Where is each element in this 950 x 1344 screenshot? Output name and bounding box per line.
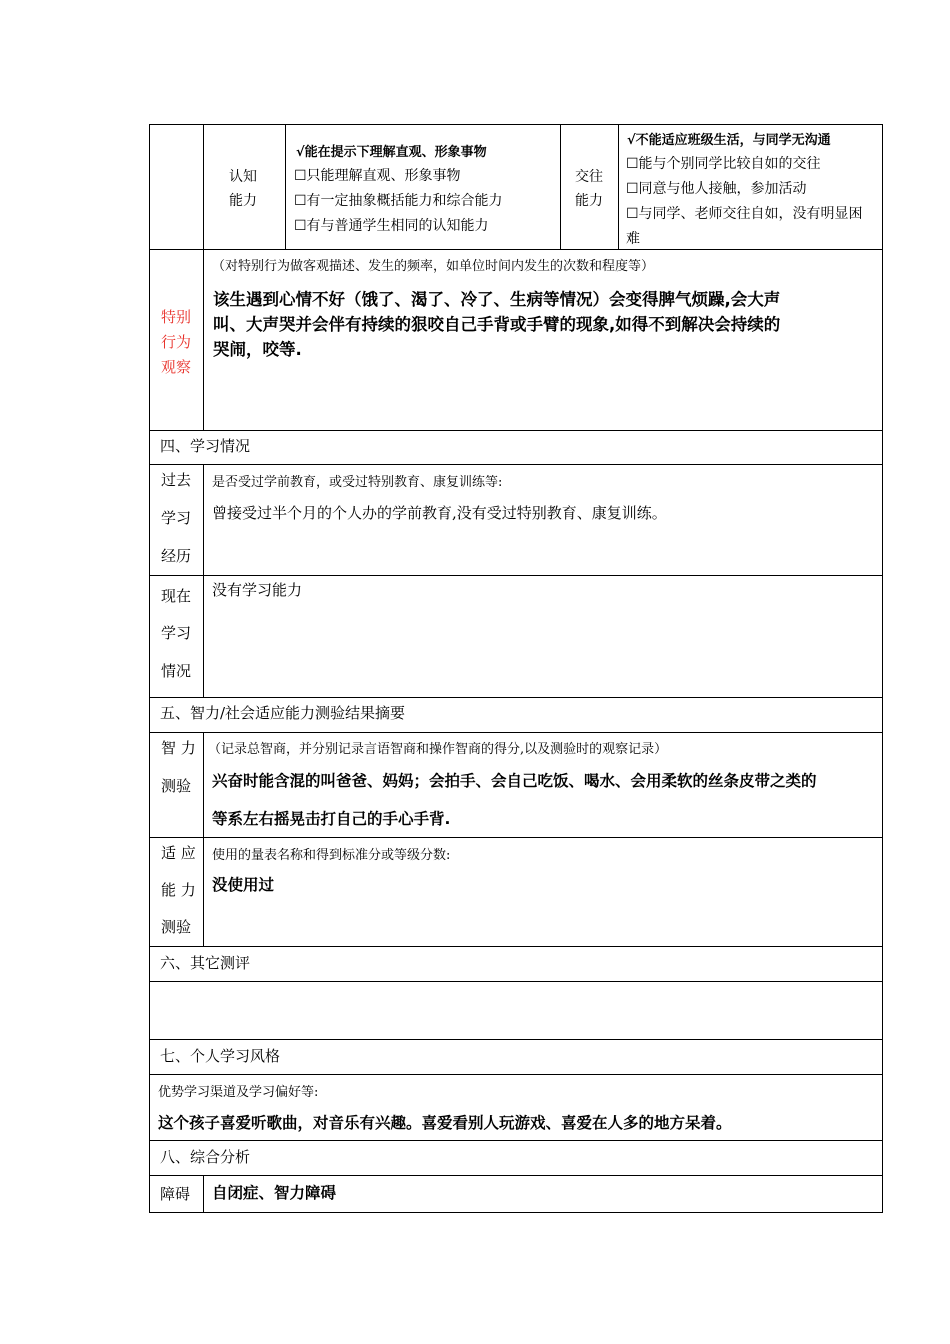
section-4-title: 四、学习情况 [160,437,251,455]
social-option: ☐同意与他人接触，参加活动 [626,181,807,197]
disability-label: 障碍 [160,1185,191,1203]
social-option: ☐能与个别同学比较自如的交往 [626,156,821,172]
iq-test-line: 等系左右摇晃击打自己的手心手背. [212,810,451,828]
other-assessment-cell [150,982,882,1039]
cognitive-label-line2: 能力 [229,193,257,209]
iq-label-line: 测验 [161,777,192,795]
special-behavior-label-line: 特别 [161,308,192,326]
cognitive-option: ☐有一定抽象概括能力和综合能力 [294,193,503,209]
section-7-title: 七、个人学习风格 [160,1047,281,1065]
social-option-continued: 难 [626,231,640,247]
past-learning-content: 曾接受过半个月的个人办的学前教育,没有受过特别教育、康复训练。 [212,504,667,522]
section-6-title: 六、其它测评 [160,954,251,972]
social-option-checked: √不能适应班级生活，与同学无沟通 [627,133,831,148]
social-option: ☐与同学、老师交往自如，没有明显困 [626,206,863,222]
current-label-line: 学习 [161,624,192,642]
social-label-line2: 能力 [575,193,603,209]
learning-style-content: 这个孩子喜爱听歌曲，对音乐有兴趣。喜爱看别人玩游戏、喜爱在人多的地方呆着。 [158,1114,732,1132]
current-label-line: 现在 [161,587,192,605]
disability-content: 自闭症、智力障碍 [212,1184,337,1202]
adaptive-label-line: 测验 [161,918,192,936]
learning-style-hint: 优势学习渠道及学习偏好等: [158,1085,319,1100]
special-behavior-line: 该生遇到心情不好（饿了、渴了、冷了、生病等情况）会变得脾气烦躁,会大声 [213,290,781,309]
special-behavior-label-line: 观察 [161,358,192,376]
cognitive-option: ☐只能理解直观、形象事物 [294,168,461,184]
cognitive-option: ☐有与普通学生相同的认知能力 [294,218,489,234]
special-behavior-hint: （对特别行为做客观描述、发生的频率，如单位时间内发生的次数和程度等） [212,259,655,274]
adaptive-label-line: 适 应 [161,844,196,862]
cognitive-option-checked: √能在提示下理解直观、形象事物 [296,145,487,160]
past-label-line: 经历 [161,547,192,565]
current-learning-content: 没有学习能力 [212,581,303,599]
adaptive-label-line: 能 力 [161,881,196,899]
past-learning-hint: 是否受过学前教育，或受过特别教育、康复训练等: [212,475,503,490]
past-label-line: 学习 [161,509,192,527]
past-label-line: 过去 [161,471,192,489]
iq-test-line: 兴奋时能含混的叫爸爸、妈妈；会拍手、会自己吃饭、喝水、会用柔软的丝条皮带之类的 [212,772,817,790]
social-label-line1: 交往 [575,169,603,185]
adaptive-test-content: 没使用过 [212,876,275,894]
special-behavior-line: 叫、大声哭并会伴有持续的狠咬自己手背或手臂的现象,如得不到解决会持续的 [213,315,781,334]
special-behavior-label-line: 行为 [161,333,192,351]
adaptive-test-hint: 使用的量表名称和得到标准分或等级分数: [212,848,451,863]
cognitive-label-line1: 认知 [229,169,257,185]
special-behavior-line: 哭闹，咬等. [213,340,302,359]
current-label-line: 情况 [161,662,192,680]
iq-label-line: 智 力 [161,739,196,757]
iq-test-hint: （记录总智商，并分别记录言语智商和操作智商的得分,以及测验时的观察记录） [208,742,668,757]
section-5-title: 五、智力/社会适应能力测验结果摘要 [160,704,406,722]
section-8-title: 八、综合分析 [160,1148,251,1166]
